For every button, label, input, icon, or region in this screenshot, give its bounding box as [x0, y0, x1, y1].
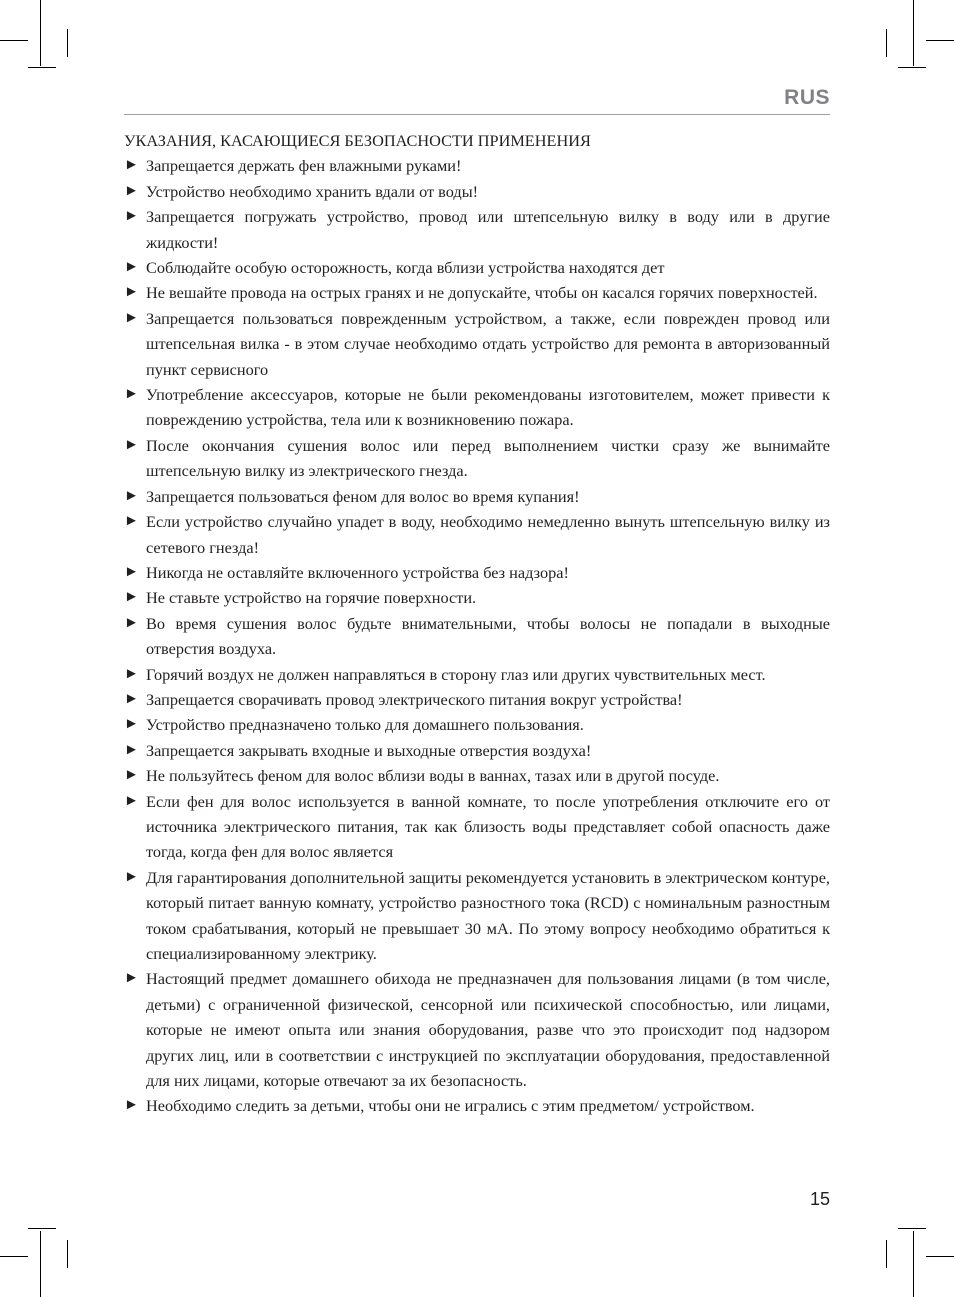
bullet-arrow-icon: ► — [124, 563, 139, 580]
list-item — [124, 611, 830, 662]
list-item-text: Запрещается погружать устройство, провод или штепсельную вилку в воду или в другие жидкости! — [146, 207, 830, 252]
section-title: УКАЗАНИЯ, КАСАЮЩИЕСЯ БЕЗОПАСНОСТИ ПРИМЕНЕНИЯ — [124, 131, 591, 150]
list-item — [124, 687, 830, 712]
bullet-arrow-icon: ► — [124, 157, 139, 174]
list-item — [124, 153, 830, 178]
crop-mark — [28, 1228, 56, 1229]
list-item — [124, 662, 830, 687]
list-item-text: Не вешайте провода на острых гранях и не допускайте, чтобы он касался горячих поверхностей. — [146, 283, 818, 303]
list-item — [124, 255, 830, 280]
crop-mark — [67, 29, 68, 57]
page-content — [124, 128, 830, 1119]
crop-mark — [898, 67, 926, 68]
list-item-text: Запрещается пользоваться феном для волос во время купания! — [146, 486, 580, 506]
list-item-text: Настоящий предмет домашнего обихода не предназначен для пользования лицами (в том числе, детьми) с ограниченной физической, сенсорной или психической способностью, или лицами, которые не имеют опыта или знания оборудования, разве что это происходит под надзором других лиц, или в соответствии с инструкцией по эксплуатации оборудования, предоставленной для них лицами, которые отвечают за их безопасность. — [146, 969, 830, 1091]
safety-list — [124, 153, 830, 1118]
bullet-arrow-icon: ► — [124, 690, 139, 707]
list-item — [124, 484, 830, 509]
list-item — [124, 382, 830, 433]
list-item — [124, 560, 830, 585]
list-item — [124, 712, 830, 737]
bullet-arrow-icon: ► — [124, 259, 139, 276]
list-item — [124, 966, 830, 1093]
bullet-arrow-icon: ► — [124, 309, 139, 326]
list-item — [124, 789, 830, 865]
crop-mark — [886, 29, 887, 57]
crop-mark — [913, 1231, 914, 1297]
list-item-text: Не ставьте устройство на горячие поверхности. — [146, 588, 477, 608]
bullet-arrow-icon: ► — [124, 589, 139, 606]
list-item — [124, 738, 830, 763]
bullet-arrow-icon: ► — [124, 716, 139, 733]
crop-mark — [0, 40, 28, 41]
bullet-arrow-icon: ► — [124, 182, 139, 199]
crop-mark — [898, 1228, 926, 1229]
language-label: RUS — [784, 86, 830, 109]
bullet-arrow-icon: ► — [124, 386, 139, 403]
list-item-text: Запрещается сворачивать провод электрического питания вокруг устройства! — [146, 689, 683, 709]
list-item-text: Необходимо следить за детьми, чтобы они не игрались с этим предметом/ устройством. — [146, 1096, 755, 1116]
list-item — [124, 179, 830, 204]
header-divider — [124, 114, 830, 115]
list-item — [124, 865, 830, 967]
list-item — [124, 306, 830, 382]
list-item — [124, 204, 830, 255]
page-number: 15 — [809, 1189, 830, 1209]
bullet-arrow-icon: ► — [124, 284, 139, 301]
crop-mark — [40, 0, 41, 66]
list-item — [124, 280, 830, 305]
list-item — [124, 1093, 830, 1118]
list-item-text: После окончания сушения волос или перед выполнением чистки сразу же вынимайте штепсельную вилку из электрического гнезда. — [146, 435, 830, 481]
bullet-arrow-icon: ► — [124, 1097, 139, 1114]
bullet-arrow-icon: ► — [124, 513, 139, 530]
list-item-text: Во время сушения волос будьте внимательными, чтобы волосы не попадали в выходные отверстия воздуха. — [146, 613, 830, 659]
list-item-text: Никогда не оставляйте включенного устройства без надзора! — [146, 562, 569, 582]
list-item-text: Запрещается закрывать входные и выходные отверстия воздуха! — [146, 740, 592, 760]
bullet-arrow-icon: ► — [124, 767, 139, 784]
list-item-text: Устройство необходимо хранить вдали от воды! — [146, 181, 479, 201]
list-item-text: Запрещается держать фен влажными руками! — [146, 156, 462, 176]
list-item-text: Если устройство случайно упадет в воду, необходимо немедленно вынуть штепсельную вилку из сетевого гнезда! — [146, 512, 830, 557]
bullet-arrow-icon: ► — [124, 741, 139, 758]
list-item — [124, 509, 830, 560]
list-item-text: Для гарантирования дополнительной защиты рекомендуется установить в электрическом контуре, который питает ванную комнату, устройство разностного тока (RCD) с номинальным разностным током срабатывания, который не превышает 30 мА. По этому вопросу необходимо обратиться к специализированному электрику. — [146, 867, 830, 963]
list-item-text: Не пользуйтесь феном для волос вблизи воды в ваннах, тазах или в другой посуде. — [146, 766, 720, 786]
bullet-arrow-icon: ► — [124, 792, 139, 809]
crop-mark — [28, 67, 56, 68]
bullet-arrow-icon: ► — [124, 665, 139, 682]
crop-mark — [913, 0, 914, 66]
list-item-text: Устройство предназначено только для домашнего пользования. — [146, 715, 584, 735]
list-item-text: Запрещается пользоваться поврежденным устройством, а также, если поврежден провод или штепсельная вилка - в этом случае необходимо отдать устройство для ремонта в авторизованный пункт сервисного — [146, 308, 830, 379]
crop-mark — [67, 1240, 68, 1268]
crop-mark — [0, 1256, 28, 1257]
list-item-text: Соблюдайте особую осторожность, когда вблизи устройства находятся дет — [146, 258, 665, 278]
list-item-text: Горячий воздух не должен направляться в сторону глаз или других чувствительных мест. — [146, 664, 766, 684]
bullet-arrow-icon: ► — [124, 614, 139, 631]
list-item — [124, 585, 830, 610]
bullet-arrow-icon: ► — [124, 436, 139, 453]
bullet-arrow-icon: ► — [124, 487, 139, 504]
crop-mark — [40, 1231, 41, 1297]
crop-mark — [926, 1256, 954, 1257]
bullet-arrow-icon: ► — [124, 970, 139, 987]
list-item — [124, 763, 830, 788]
list-item-text: Употребление аксессуаров, которые не были рекомендованы изготовителем, может привести к повреждению устройства, тела или к возникновению пожара. — [146, 385, 830, 430]
list-item-text: Если фен для волос используется в ванной комнате, то после употребления отключите его от источника электрического питания, так как близость воды представляет собой опасность даже тогда, когда фен для волос является — [146, 791, 830, 862]
crop-mark — [926, 40, 954, 41]
crop-mark — [886, 1240, 887, 1268]
bullet-arrow-icon: ► — [124, 208, 139, 225]
bullet-arrow-icon: ► — [124, 868, 139, 885]
list-item — [124, 433, 830, 484]
